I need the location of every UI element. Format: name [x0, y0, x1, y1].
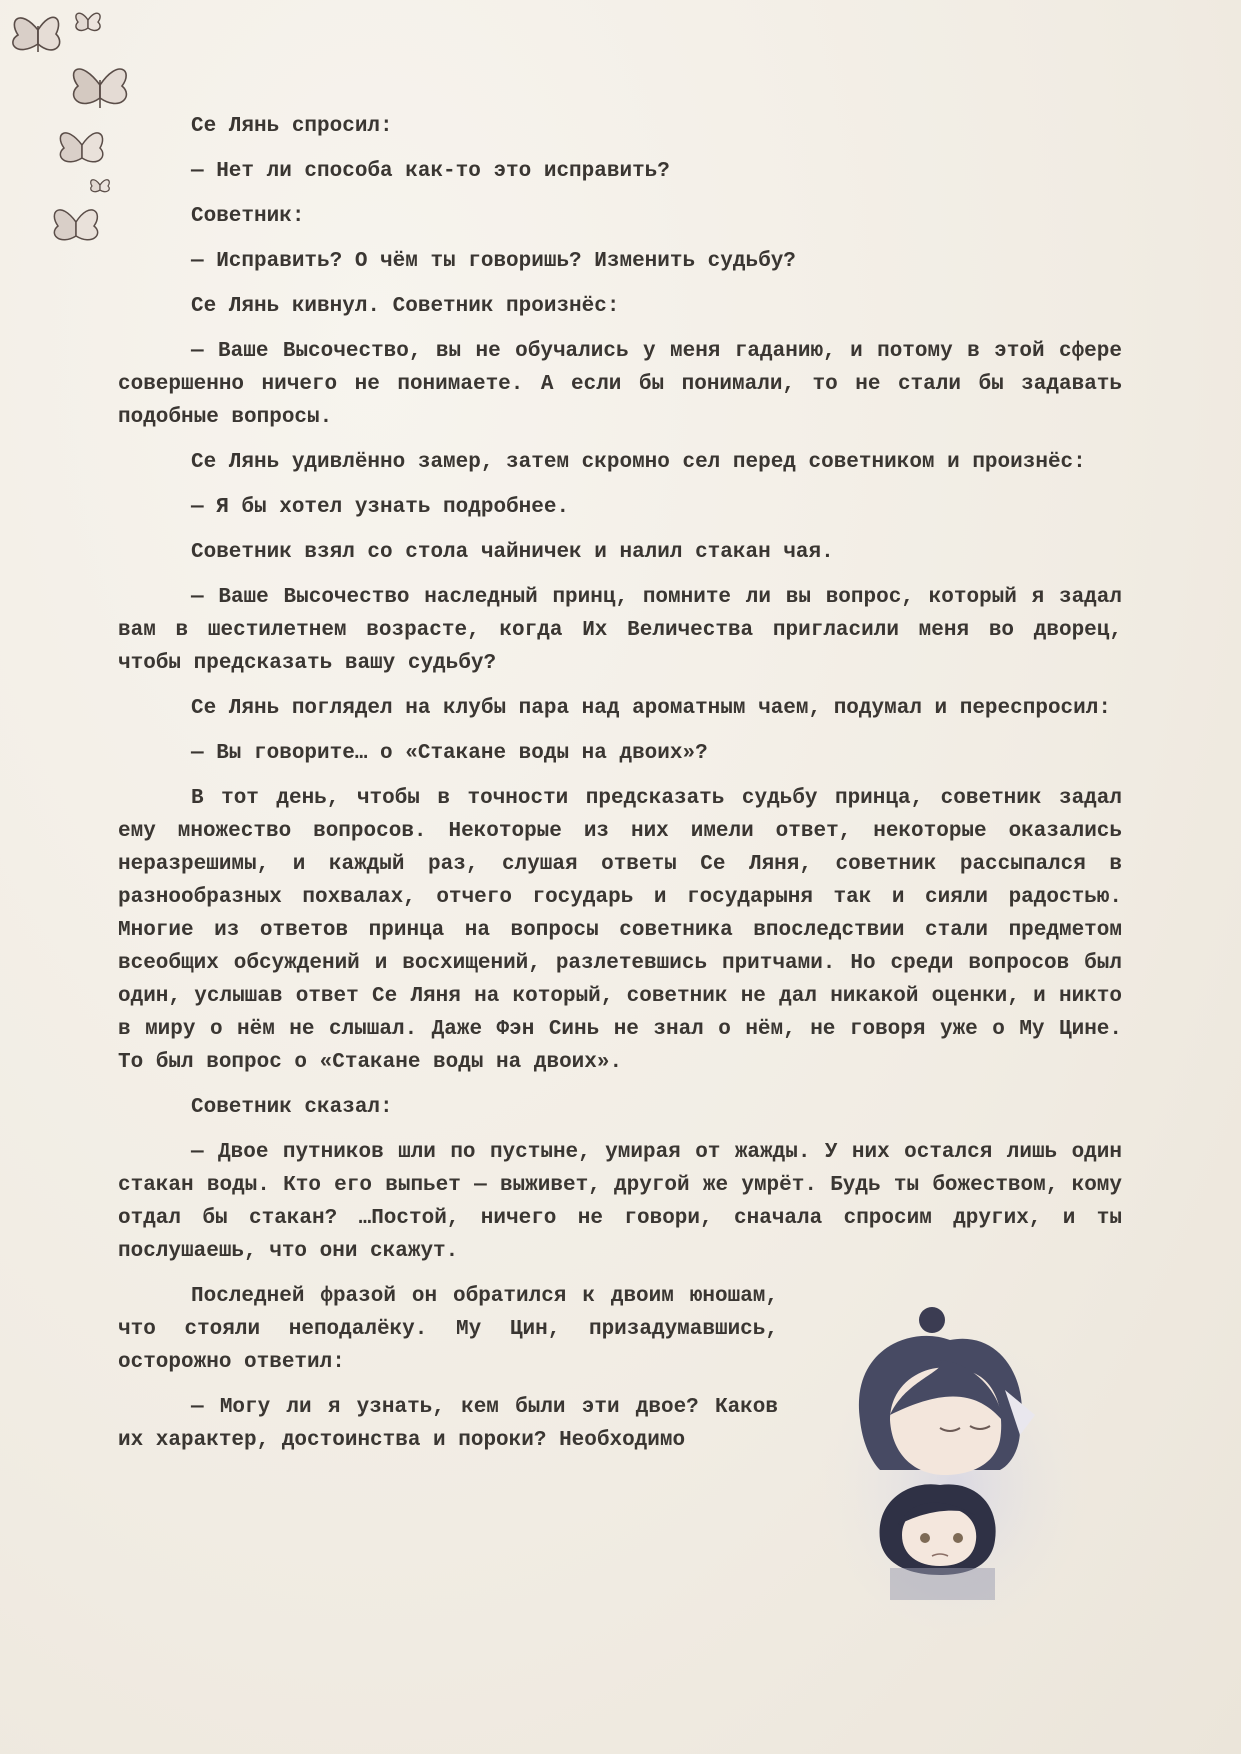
butterfly-icon — [60, 133, 102, 162]
paragraph: Се Лянь кивнул. Советник произнёс: — [191, 295, 620, 318]
paragraph: — Нет ли способа как-то это исправить? — [191, 160, 670, 183]
butterfly-icon — [76, 13, 100, 30]
story-text — [118, 110, 1122, 1469]
paragraph: — Вы говорите… о «Стакане воды на двоих»? — [191, 742, 708, 765]
paragraph: — Исправить? О чём ты говоришь? Изменить судьбу? — [191, 250, 796, 273]
paragraph: — Могу ли я узнать, кем были эти двое? Каков их характер, достоинства и пороки? Необходимо — [118, 1396, 778, 1452]
paragraph: В тот день, чтобы в точности предсказать судьбу принца, советник задал ему множество вопросов. Некоторые из них имели ответ, некоторые оказались неразрешимы, и каждый раз, слушая ответы Се Ляня, советник рассыпался в разнообразных похвалах, отчего государь и государыня так и сияли радостью. Многие из ответов принца на вопросы советника впоследствии стали предметом всеобщих обсуждений и восхищений, разлетевшись притчами. Но среди вопросов был один, услышав ответ Се Ляня на который, советник не дал никакой оценки, и никто в миру о нём не слышал. Даже Фэн Синь не знал о нём, не говоря уже о Му Цине. То был вопрос о «Стакане воды на двоих». — [118, 787, 1122, 1074]
paragraph: Последней фразой он обратился к двоим юношам, что стояли неподалёку. Му Цин, призадумавшись, осторожно ответил: — [118, 1285, 778, 1374]
faded-watermark — [260, 58, 1140, 88]
paragraph: — Ваше Высочество, вы не обучались у меня гаданию, и потому в этой сфере совершенно ничего не понимаете. А если бы понимали, то не стали бы задавать подобные вопросы. — [118, 340, 1122, 429]
paragraph: — Я бы хотел узнать подробнее. — [191, 496, 570, 519]
butterfly-icon — [13, 17, 60, 52]
butterfly-icon — [91, 180, 110, 192]
butterfly-icon — [74, 69, 127, 108]
paragraph: Советник взял со стола чайничек и налил стакан чая. — [191, 541, 834, 564]
butterfly-icon — [54, 210, 97, 240]
chibi-illustration — [820, 1300, 1090, 1630]
paragraph: — Двое путников шли по пустыне, умирая от жажды. У них остался лишь один стакан воды. Кто его выпьет — выживет, другой же умрёт. Будь ты божеством, кому отдал бы стакан? …Постой, ничего не говори, сначала спросим других, и ты послушаешь, что они скажут. — [118, 1141, 1122, 1263]
paragraph: Се Лянь поглядел на клубы пара над ароматным чаем, подумал и переспросил: — [191, 697, 1111, 720]
paragraph: — Ваше Высочество наследный принц, помните ли вы вопрос, который я задал вам в шестилетнем возрасте, когда Их Величества пригласили меня во дворец, чтобы предсказать вашу судьбу? — [118, 586, 1122, 675]
paragraph: Се Лянь спросил: — [191, 115, 393, 138]
character-bottom — [880, 1484, 996, 1600]
paragraph: Се Лянь удивлённо замер, затем скромно сел перед советником и произнёс: — [191, 451, 1086, 474]
paragraph: Советник сказал: — [191, 1096, 393, 1119]
paragraph: Советник: — [191, 205, 305, 228]
